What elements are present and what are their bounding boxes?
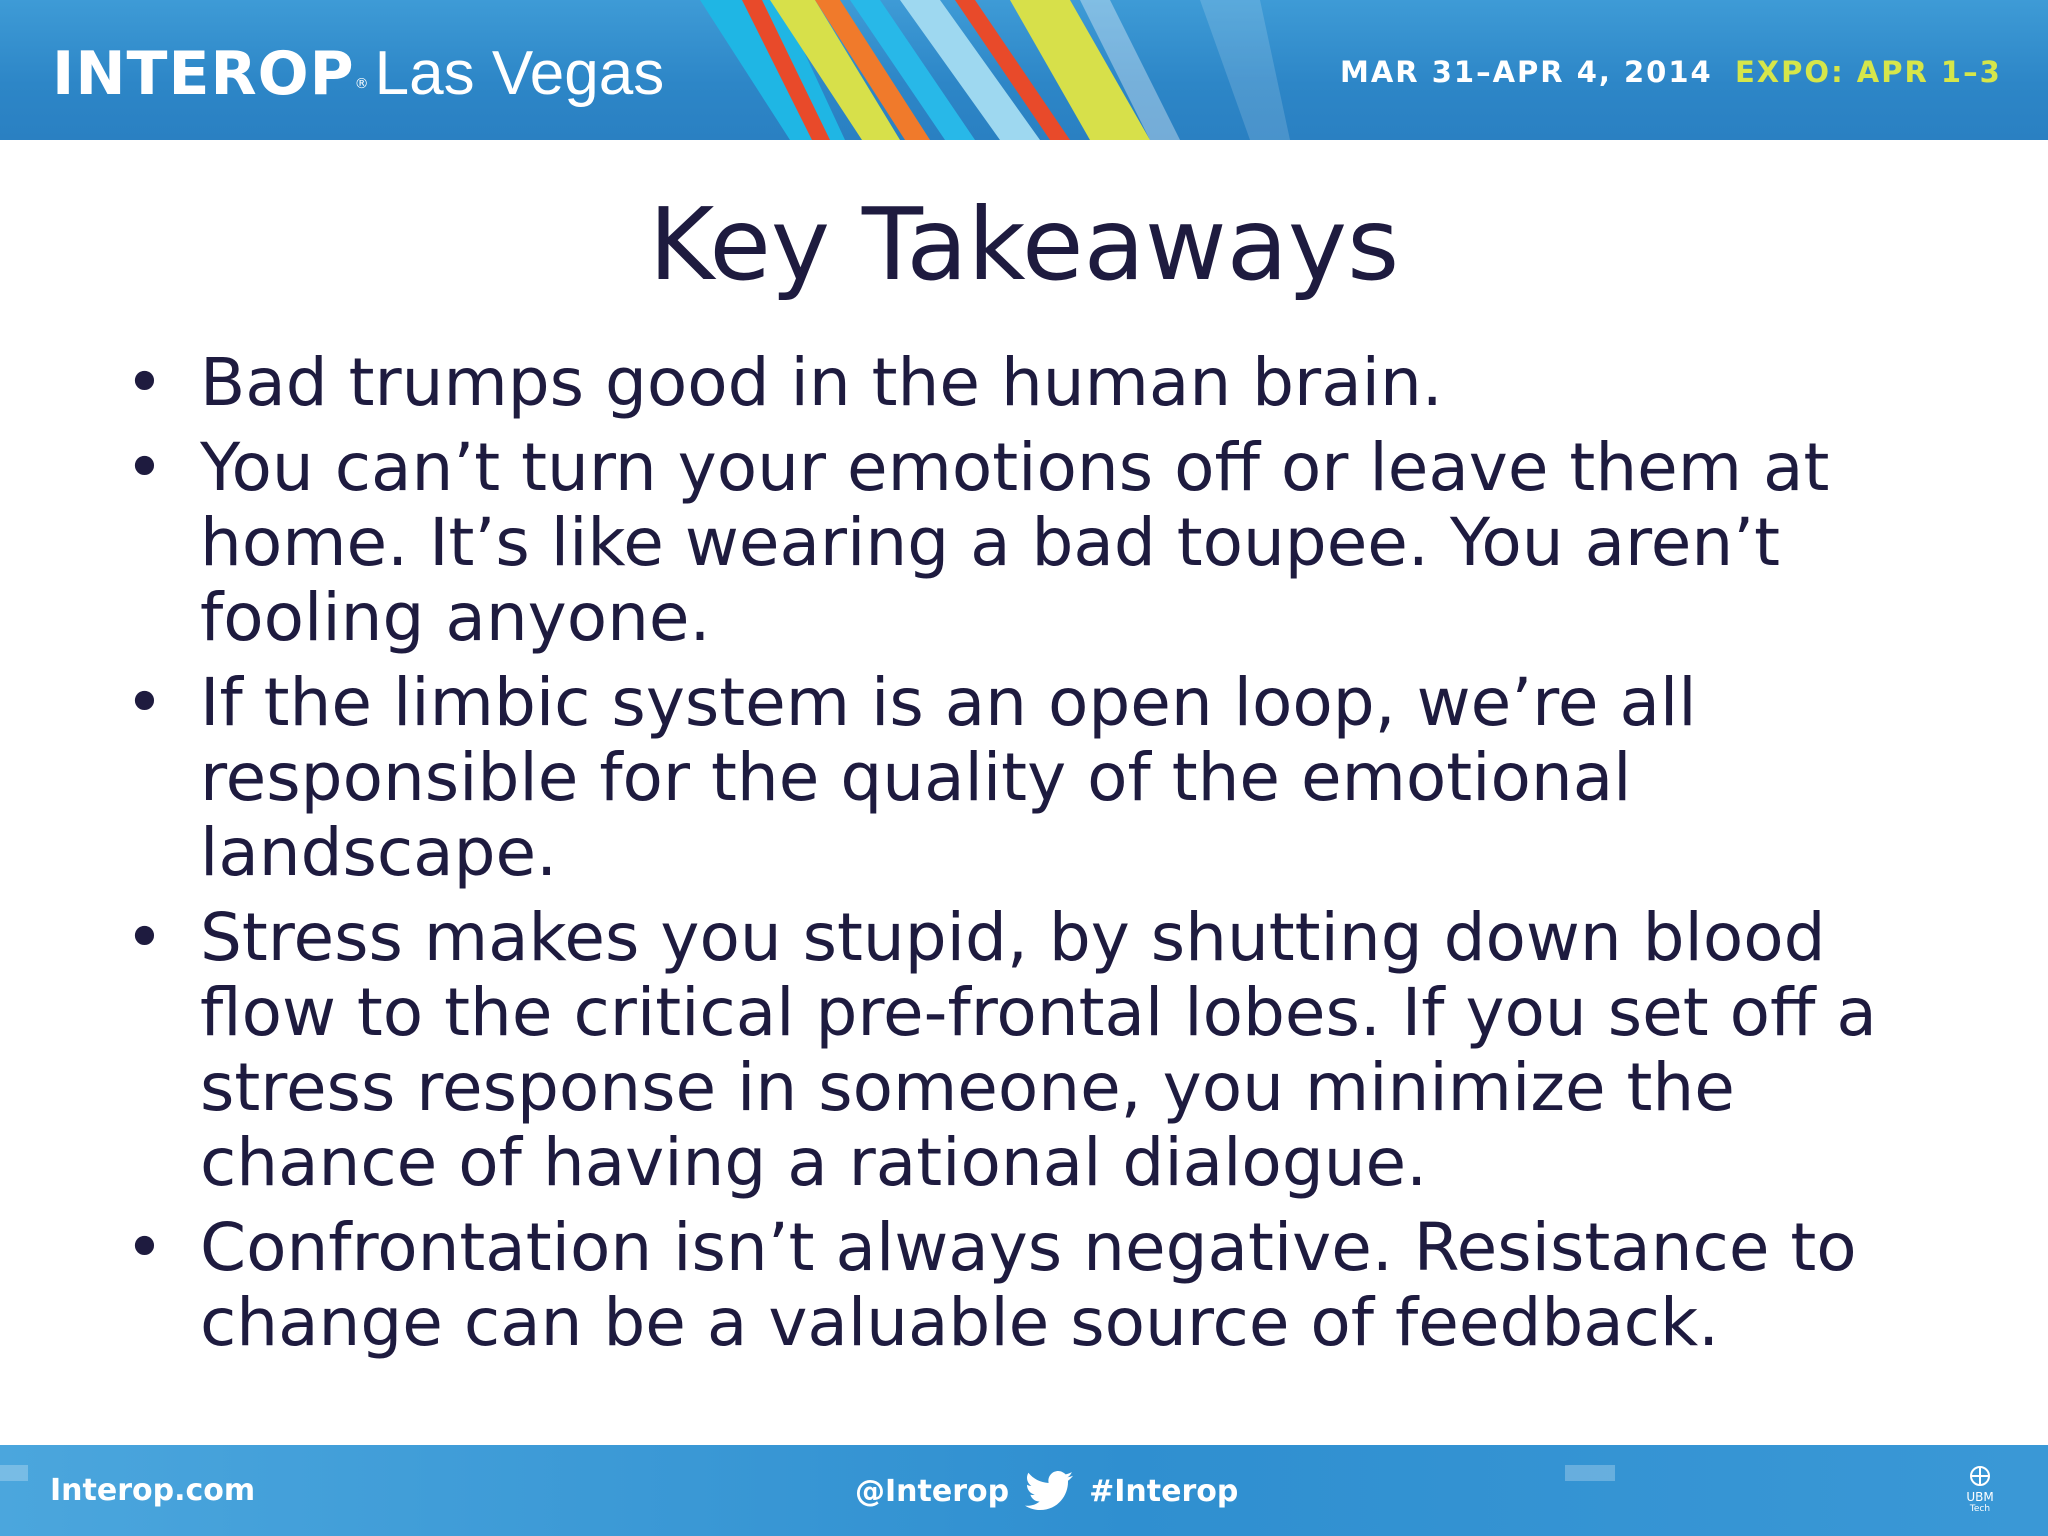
ubm-tech-label: Tech [1969, 1504, 1991, 1514]
bullet-text: You can’t turn your emotions off or leave them at home. It’s like wearing a bad toupee. You aren’t fooling anyone. [200, 429, 1830, 656]
expo-dates: EXPO: APR 1–3 [1735, 55, 2002, 89]
bullet-text: If the limbic system is an open loop, we’re all responsible for the quality of the emotional landscape. [200, 664, 1697, 891]
bullet-item [120, 900, 1960, 1200]
bullet-marker: • [125, 429, 164, 506]
brand-name: INTEROP [52, 39, 355, 109]
ubm-logo [1963, 1465, 1997, 1515]
twitter-handle[interactable]: @Interop [855, 1473, 1010, 1509]
brand-location: Las Vegas [374, 39, 665, 108]
footer-decor [0, 1465, 28, 1481]
ubm-globe-icon [1969, 1465, 1991, 1487]
bullet-item [120, 430, 1960, 655]
event-dates: MAR 31–APR 4, 2014 [1340, 55, 1713, 89]
slide-title: Key Takeaways [648, 186, 1400, 303]
twitter-bird-icon [1025, 1471, 1073, 1511]
takeaways-list [120, 345, 1960, 1370]
registered-mark: ® [354, 76, 369, 92]
bullet-marker: • [125, 1209, 164, 1286]
bullet-text: Confrontation isn’t always negative. Resistance to change can be a valuable source of feedback. [200, 1209, 1857, 1361]
bullet-item [120, 345, 1960, 420]
footer-banner [0, 1445, 2048, 1536]
bullet-marker: • [125, 899, 164, 976]
header-banner [0, 0, 2048, 140]
bullet-marker: • [125, 664, 164, 741]
website-link[interactable]: Interop.com [50, 1473, 256, 1508]
ubm-label: UBM [1966, 1490, 1994, 1504]
bullet-text: Stress makes you stupid, by shutting down blood flow to the critical pre-frontal lobes. If you set off a stress response in someone, you minimize the chance of having a rational dialogue. [200, 899, 1877, 1201]
interop-logo [52, 38, 664, 125]
bullet-item [120, 1210, 1960, 1360]
twitter-hashtag[interactable]: #Interop [1089, 1473, 1239, 1509]
bullet-marker: • [125, 344, 164, 421]
social-handles [855, 1471, 1238, 1511]
bullet-text: Bad trumps good in the human brain. [200, 344, 1443, 421]
bullet-item [120, 665, 1960, 890]
footer-decor [1565, 1465, 1615, 1481]
